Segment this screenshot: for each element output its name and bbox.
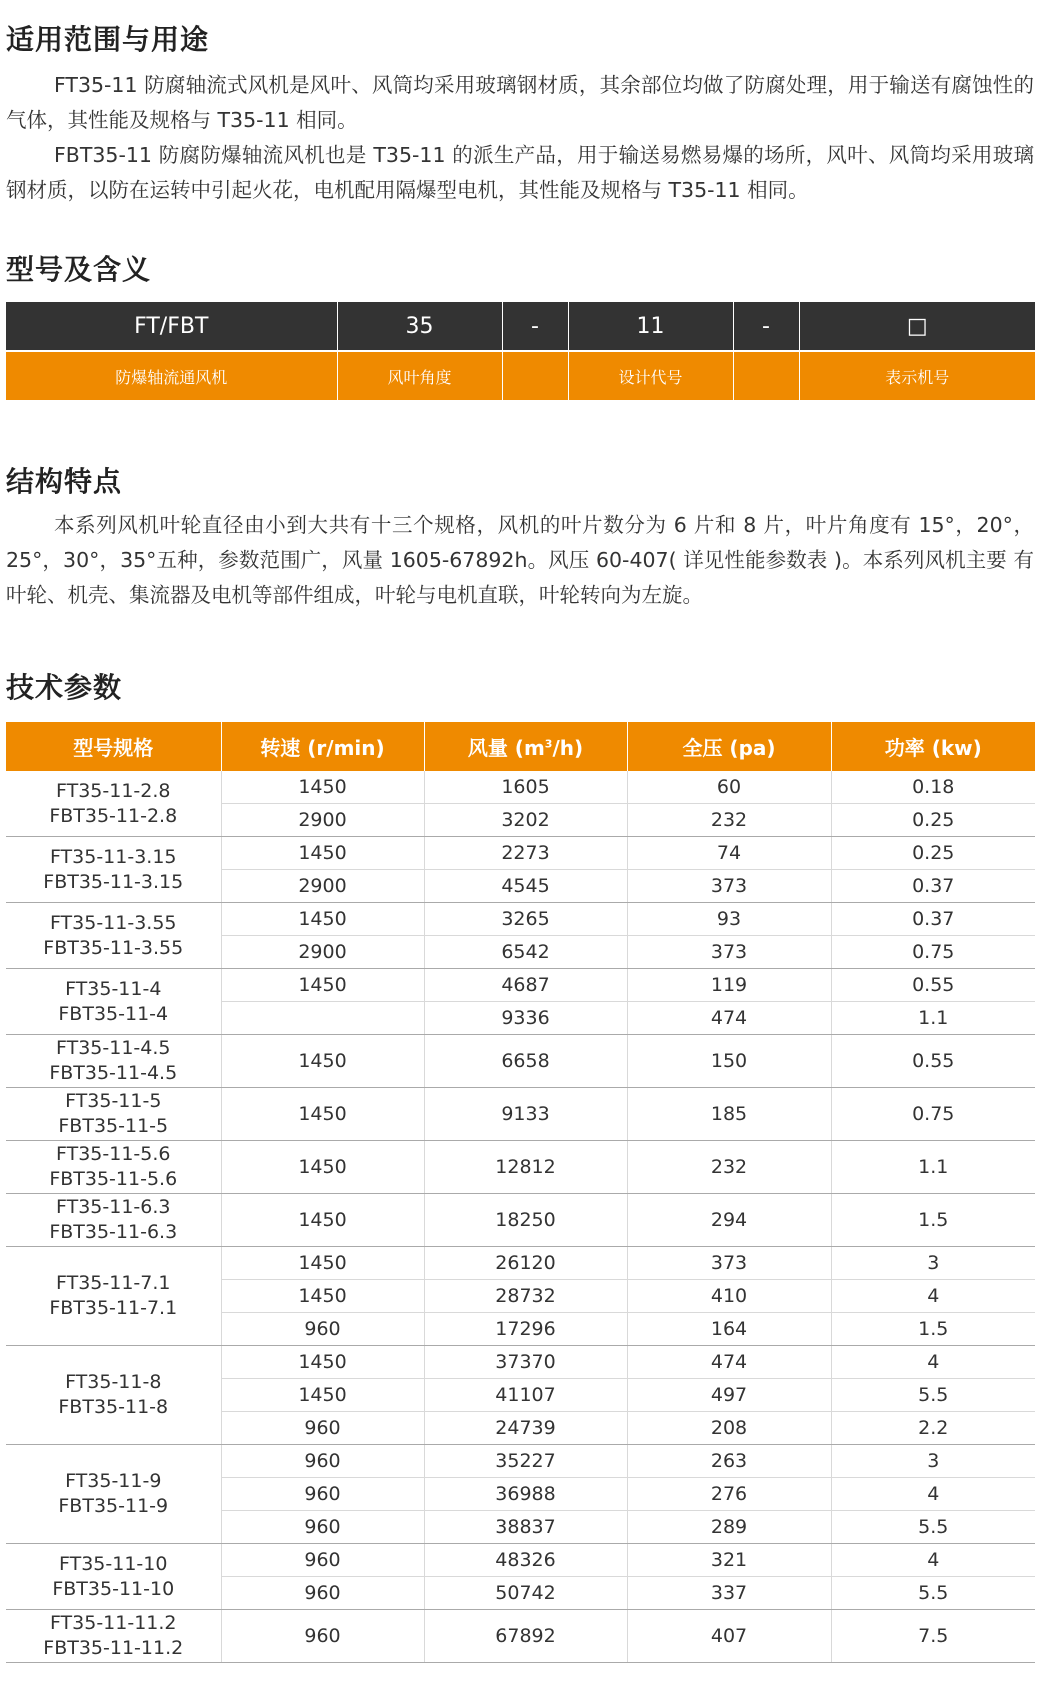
speed-cell: 2900 (221, 936, 424, 969)
header-speed: 转速 (r/min) (221, 722, 424, 771)
flow-cell: 48326 (424, 1544, 627, 1577)
flow-cell: 6542 (424, 936, 627, 969)
model-ft: FT35-11-6.3 (56, 1196, 171, 1218)
section-title-structure: 结构特点 (6, 465, 123, 498)
pressure-cell: 208 (627, 1412, 831, 1445)
pressure-cell: 497 (627, 1379, 831, 1412)
usage-paragraph-2: FBT35-11 防腐防爆轴流风机也是 T35-11 的派生产品，用于输送易燃易爆的场所，风叶、风筒均采用玻璃钢材质，以防在运转中引起火花，电机配用隔爆型电机，其性能及规格与 T35-11 相同。 (6, 143, 1034, 202)
model-code-dash-2: - (733, 302, 799, 351)
pressure-cell: 410 (627, 1280, 831, 1313)
speed-cell: 1450 (221, 837, 424, 870)
model-spec-cell (6, 1247, 221, 1346)
pressure-cell: 232 (627, 1141, 831, 1194)
speed-cell: 960 (221, 1478, 424, 1511)
usage-paragraph-1: FT35-11 防腐轴流式风机是风叶、风筒均采用玻璃钢材质，其余部位均做了防腐处理，用于输送有腐蚀性的气体，其性能及规格与 T35-11 相同。 (6, 73, 1034, 132)
pressure-cell: 276 (627, 1478, 831, 1511)
header-model: 型号规格 (6, 722, 221, 771)
flow-cell: 41107 (424, 1379, 627, 1412)
speed-cell: 1450 (221, 1035, 424, 1088)
model-spec-cell (6, 1610, 221, 1663)
speed-cell: 960 (221, 1445, 424, 1478)
flow-cell: 36988 (424, 1478, 627, 1511)
power-cell: 4 (831, 1346, 1035, 1379)
model-code-number: □ (799, 302, 1035, 351)
model-ft: FT35-11-2.8 (56, 779, 171, 802)
model-fbt: FBT35-11-8 (58, 1396, 169, 1418)
section-title-usage: 适用范围与用途 (6, 23, 210, 56)
table-row (6, 1088, 1035, 1141)
speed-cell: 1450 (221, 1379, 424, 1412)
model-code-dash-1: - (502, 302, 568, 351)
pressure-cell: 373 (627, 870, 831, 903)
model-fbt: FBT35-11-5.6 (49, 1168, 178, 1190)
speed-cell (221, 1002, 424, 1035)
model-spec-cell (6, 1544, 221, 1610)
pressure-cell: 321 (627, 1544, 831, 1577)
speed-cell: 1450 (221, 1141, 424, 1194)
speed-cell: 1450 (221, 1280, 424, 1313)
power-cell: 4 (831, 1280, 1035, 1313)
pressure-cell: 474 (627, 1002, 831, 1035)
pressure-cell: 232 (627, 804, 831, 837)
model-spec-cell (6, 1035, 221, 1088)
pressure-cell: 289 (627, 1511, 831, 1544)
power-cell: 0.25 (831, 837, 1035, 870)
model-code-row (6, 302, 1035, 351)
pressure-cell: 337 (627, 1577, 831, 1610)
table-row (6, 969, 1035, 1002)
pressure-cell: 474 (627, 1346, 831, 1379)
speed-cell: 960 (221, 1577, 424, 1610)
model-ft: FT35-11-11.2 (49, 1612, 177, 1634)
model-ft: FT35-11-9 (65, 1470, 162, 1492)
power-cell: 0.37 (831, 903, 1035, 936)
pressure-cell: 164 (627, 1313, 831, 1346)
speed-cell: 1450 (221, 1247, 424, 1280)
model-fbt: FBT35-11-6.3 (49, 1221, 178, 1243)
model-spec-cell (6, 771, 221, 837)
model-meaning-design: 设计代号 (568, 351, 733, 400)
model-ft: FT35-11-7.1 (56, 1272, 171, 1294)
pressure-cell: 185 (627, 1088, 831, 1141)
model-spec-cell (6, 1194, 221, 1247)
table-row (6, 771, 1035, 804)
flow-cell: 38837 (424, 1511, 627, 1544)
power-cell: 4 (831, 1478, 1035, 1511)
model-spec-cell (6, 1346, 221, 1445)
table-row (6, 837, 1035, 870)
header-pressure: 全压 (pa) (627, 722, 831, 771)
model-fbt: FBT35-11-2.8 (49, 804, 178, 827)
flow-cell: 18250 (424, 1194, 627, 1247)
power-cell: 2.2 (831, 1412, 1035, 1445)
model-meaning-angle: 风叶角度 (337, 351, 502, 400)
table-row (6, 1544, 1035, 1577)
flow-cell: 1605 (424, 771, 627, 804)
speed-cell: 960 (221, 1412, 424, 1445)
table-row (6, 1346, 1035, 1379)
flow-cell: 3265 (424, 903, 627, 936)
model-fbt: FBT35-11-4 (58, 1002, 169, 1025)
pressure-cell: 119 (627, 969, 831, 1002)
power-cell: 1.1 (831, 1141, 1035, 1194)
model-ft: FT35-11-8 (65, 1371, 162, 1393)
pressure-cell: 74 (627, 837, 831, 870)
model-fbt: FBT35-11-9 (58, 1495, 169, 1517)
table-row (6, 1445, 1035, 1478)
model-meaning-series: 防爆轴流通风机 (6, 351, 337, 400)
flow-cell: 50742 (424, 1577, 627, 1610)
model-fbt: FBT35-11-11.2 (43, 1637, 184, 1659)
speed-cell: 960 (221, 1313, 424, 1346)
power-cell: 5.5 (831, 1379, 1035, 1412)
model-ft: FT35-11-5.6 (56, 1143, 171, 1165)
speed-cell: 960 (221, 1544, 424, 1577)
speed-cell: 1450 (221, 1346, 424, 1379)
tech-header-row (6, 722, 1035, 771)
model-fbt: FBT35-11-10 (52, 1577, 175, 1600)
pressure-cell: 373 (627, 1247, 831, 1280)
power-cell: 5.5 (831, 1577, 1035, 1610)
flow-cell: 12812 (424, 1141, 627, 1194)
model-meaning-table (6, 302, 1035, 400)
power-cell: 0.55 (831, 969, 1035, 1002)
flow-cell: 9336 (424, 1002, 627, 1035)
model-ft: FT35-11-4 (65, 977, 162, 1000)
speed-cell: 1450 (221, 1088, 424, 1141)
model-ft: FT35-11-3.55 (49, 911, 177, 934)
table-row (6, 903, 1035, 936)
power-cell: 4 (831, 1544, 1035, 1577)
speed-cell: 1450 (221, 771, 424, 804)
header-flow: 风量 $(m^3/h)$ (424, 722, 627, 771)
table-row (6, 1247, 1035, 1280)
power-cell: 1.5 (831, 1313, 1035, 1346)
pressure-cell: 407 (627, 1610, 831, 1663)
power-cell: 0.18 (831, 771, 1035, 804)
flow-cell: 2273 (424, 837, 627, 870)
flow-cell: 37370 (424, 1346, 627, 1379)
model-ft: FT35-11-4.5 (56, 1037, 171, 1059)
tech-params-table (6, 722, 1035, 1663)
pressure-cell: 294 (627, 1194, 831, 1247)
power-cell: 7.5 (831, 1610, 1035, 1663)
flow-cell: 6658 (424, 1035, 627, 1088)
power-cell: 0.37 (831, 870, 1035, 903)
table-row (6, 1610, 1035, 1663)
section-title-tech: 技术参数 (6, 671, 123, 704)
flow-cell: 35227 (424, 1445, 627, 1478)
model-code-angle: 35 (337, 302, 502, 351)
flow-cell: 28732 (424, 1280, 627, 1313)
model-code-design: 11 (568, 302, 733, 351)
power-cell: 0.55 (831, 1035, 1035, 1088)
model-fbt: FBT35-11-3.15 (43, 870, 184, 893)
power-cell: 3 (831, 1445, 1035, 1478)
pressure-cell: 150 (627, 1035, 831, 1088)
power-cell: 0.75 (831, 936, 1035, 969)
table-row (6, 1141, 1035, 1194)
power-cell: 0.25 (831, 804, 1035, 837)
power-cell: 1.5 (831, 1194, 1035, 1247)
model-meaning-number: 表示机号 (799, 351, 1035, 400)
model-ft: FT35-11-3.15 (49, 845, 177, 868)
speed-cell: 960 (221, 1610, 424, 1663)
speed-cell: 1450 (221, 903, 424, 936)
speed-cell: 1450 (221, 1194, 424, 1247)
flow-cell: 9133 (424, 1088, 627, 1141)
flow-cell: 4687 (424, 969, 627, 1002)
speed-cell: 1450 (221, 969, 424, 1002)
pressure-cell: 60 (627, 771, 831, 804)
flow-cell: 3202 (424, 804, 627, 837)
model-ft: FT35-11-5 (65, 1090, 162, 1112)
table-row (6, 1035, 1035, 1088)
flow-cell: 24739 (424, 1412, 627, 1445)
pressure-cell: 263 (627, 1445, 831, 1478)
model-spec-cell (6, 903, 221, 969)
speed-cell: 2900 (221, 804, 424, 837)
model-fbt: FBT35-11-3.55 (43, 936, 184, 959)
model-spec-cell (6, 1445, 221, 1544)
model-fbt: FBT35-11-7.1 (49, 1297, 178, 1319)
speed-cell: 960 (221, 1511, 424, 1544)
model-spec-cell (6, 969, 221, 1035)
flow-cell: 17296 (424, 1313, 627, 1346)
section-title-model: 型号及含义 (6, 253, 152, 286)
model-ft: FT35-11-10 (59, 1552, 168, 1575)
model-spec-cell (6, 837, 221, 903)
model-fbt: FBT35-11-4.5 (49, 1062, 178, 1084)
power-cell: 1.1 (831, 1002, 1035, 1035)
model-meaning-blank-2 (733, 351, 799, 400)
model-meaning-row (6, 351, 1035, 400)
header-power: 功率 (kw) (831, 722, 1035, 771)
pressure-cell: 93 (627, 903, 831, 936)
model-spec-cell (6, 1141, 221, 1194)
flow-cell: 67892 (424, 1610, 627, 1663)
power-cell: 3 (831, 1247, 1035, 1280)
model-fbt: FBT35-11-5 (58, 1115, 169, 1137)
model-code-series: FT/FBT (6, 302, 337, 351)
power-cell: 0.75 (831, 1088, 1035, 1141)
model-meaning-blank-1 (502, 351, 568, 400)
power-cell: 5.5 (831, 1511, 1035, 1544)
table-row (6, 1194, 1035, 1247)
flow-cell: 4545 (424, 870, 627, 903)
speed-cell: 2900 (221, 870, 424, 903)
structure-paragraph: 本系列风机叶轮直径由小到大共有十三个规格，风机的叶片数分为 6 片和 8 片，叶片角度有 15°，20°，25°，30°，35°五种，参数范围广，风量 1605-67892h。风压 60-407( 详见性能参数表 )。本系列风机主要 有叶轮、机壳、集流器及电机等部件组成，叶轮与电机直联，叶轮转向为左旋。 (6, 513, 1034, 607)
model-spec-cell (6, 1088, 221, 1141)
pressure-cell: 373 (627, 936, 831, 969)
flow-cell: 26120 (424, 1247, 627, 1280)
